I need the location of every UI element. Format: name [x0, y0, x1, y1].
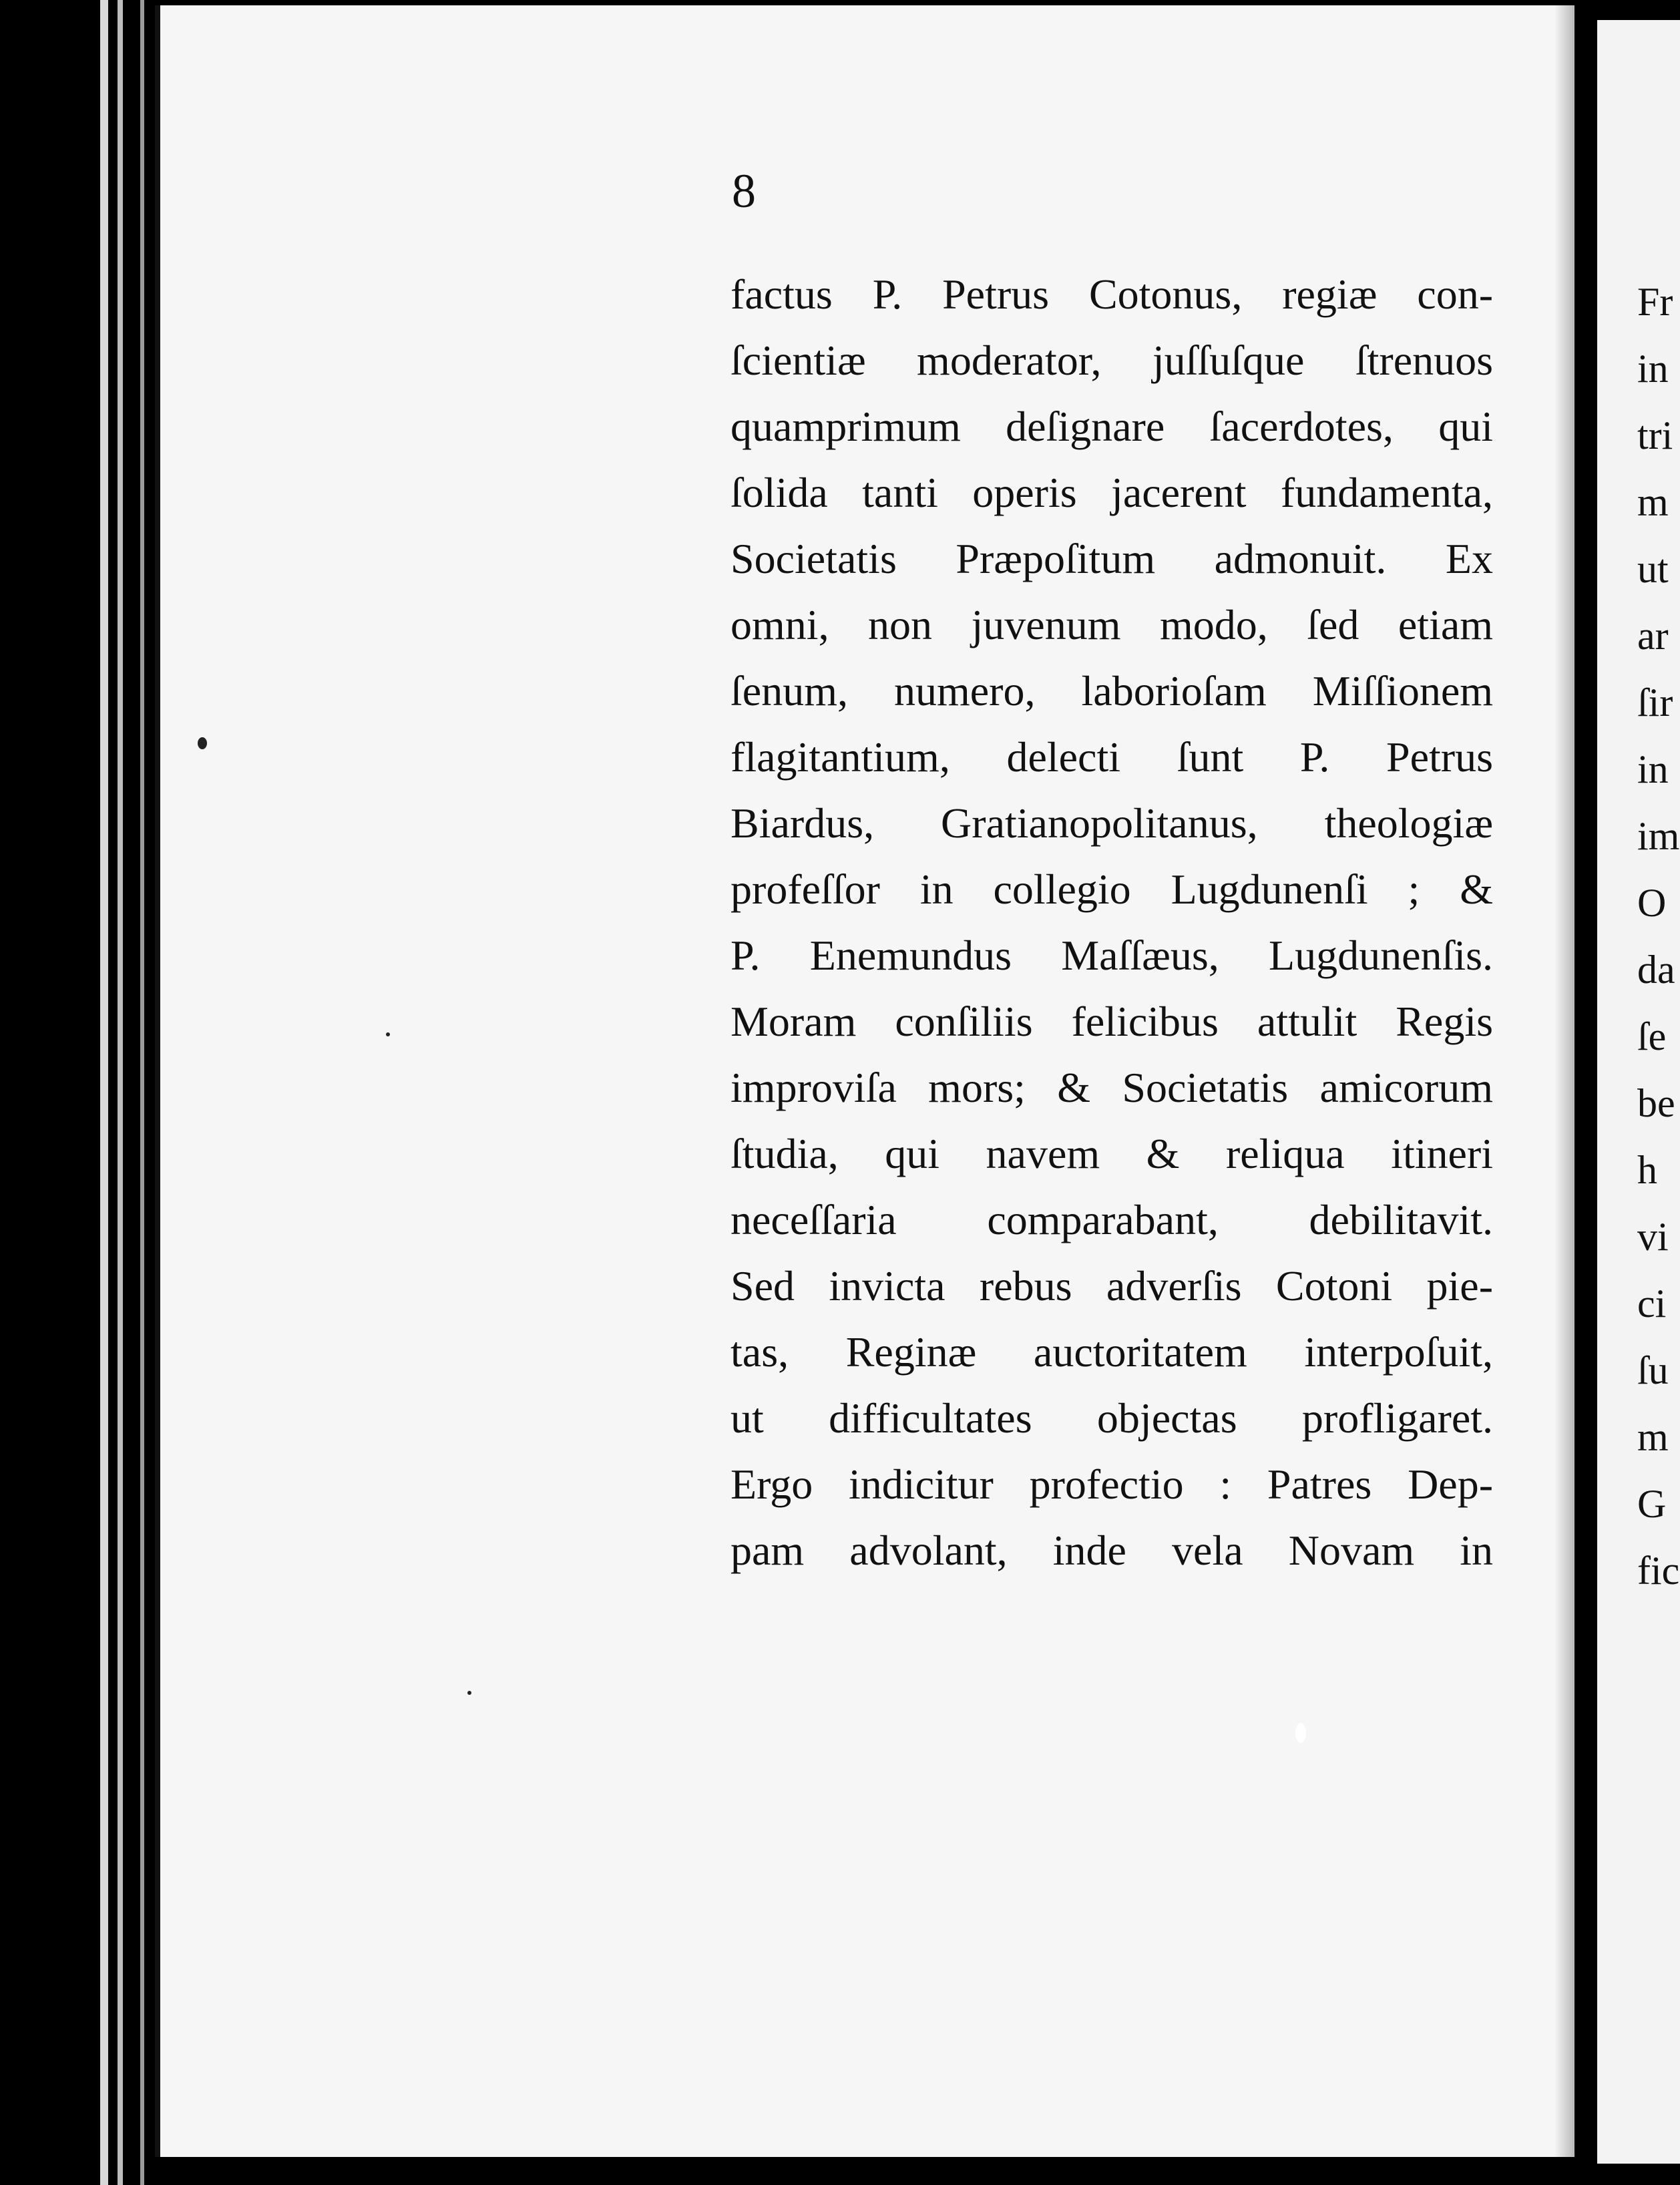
text-line: Biardus, Gratianopolitanus, theologiæ — [730, 799, 1493, 847]
text-line: tas, Reginæ auctoritatem interpoſuit, — [730, 1328, 1493, 1376]
gutter-shadow — [1554, 5, 1574, 2157]
text-line: factus P. Petrus Cotonus, regiæ con- — [730, 270, 1493, 318]
facing-page-fragment: O — [1637, 881, 1667, 925]
text-line: Societatis Præpoſitum admonuit. Ex — [730, 535, 1493, 582]
text-line: ſtudia, qui navem & reliqua itineri — [730, 1130, 1493, 1177]
binding-edge — [100, 0, 108, 2185]
text-line: ſcientiæ moderator, juſſuſque ſtrenuos — [730, 337, 1493, 384]
facing-page-fragment: im — [1637, 814, 1680, 858]
text-line: improviſa mors; & Societatis amicorum — [730, 1064, 1493, 1111]
binding-edge — [118, 0, 123, 2185]
facing-page-fragment: be — [1637, 1081, 1675, 1125]
facing-page-fragment: fic — [1637, 1549, 1680, 1593]
facing-page-fragment: ſe — [1637, 1014, 1667, 1058]
facing-page-fragment: Fr — [1637, 280, 1673, 324]
body-text — [730, 266, 1493, 1588]
text-line: flagitantium, delecti ſunt P. Petrus — [730, 733, 1493, 781]
ink-speck — [198, 737, 207, 749]
text-line: neceſſaria comparabant, debilitavit. — [730, 1196, 1493, 1243]
text-line: Moram conſiliis felicibus attulit Regis — [730, 998, 1493, 1045]
facing-page-fragment: in — [1637, 747, 1669, 791]
facing-page-fragment: ſu — [1637, 1348, 1669, 1392]
facing-page-fragment: tri — [1637, 413, 1673, 457]
page-number: 8 — [732, 164, 756, 218]
text-line: P. Enemundus Maſſæus, Lugdunenſis. — [730, 932, 1493, 979]
facing-page-fragment: m — [1637, 480, 1669, 524]
ink-speck — [467, 1691, 471, 1695]
ink-speck — [386, 1032, 390, 1036]
text-line: ſenum, numero, laborioſam Miſſionem — [730, 667, 1493, 715]
facing-page-fragment: ut — [1637, 547, 1669, 591]
text-line: quamprimum deſignare ſacerdotes, qui — [730, 403, 1493, 450]
facing-page-fragment: vi — [1637, 1215, 1669, 1259]
facing-page — [1597, 20, 1680, 2164]
facing-page-fragment: m — [1637, 1415, 1669, 1459]
film-blemish — [1295, 1723, 1306, 1743]
text-line: profeſſor in collegio Lugdunenſi ; & — [730, 865, 1493, 913]
text-line: pam advolant, inde vela Novam in — [730, 1527, 1493, 1574]
text-line: ut difficultates objectas profligaret. — [730, 1394, 1493, 1442]
facing-page-fragment: ci — [1637, 1281, 1667, 1326]
facing-page-fragment: G — [1637, 1482, 1667, 1526]
facing-page-fragment: da — [1637, 948, 1675, 992]
text-line: ſolida tanti operis jacerent fundamenta, — [730, 469, 1493, 516]
facing-page-fragment: ar — [1637, 614, 1669, 658]
text-line: Ergo indicitur profectio : Patres Dep- — [730, 1460, 1493, 1508]
binding-edge — [140, 0, 144, 2185]
facing-page-fragment: ſir — [1637, 680, 1673, 725]
facing-page-fragment: in — [1637, 347, 1669, 391]
text-line: omni, non juvenum modo, ſed etiam — [730, 601, 1493, 648]
facing-page-fragment: h — [1637, 1148, 1657, 1192]
text-line: Sed invicta rebus adverſis Cotoni pie- — [730, 1262, 1493, 1310]
